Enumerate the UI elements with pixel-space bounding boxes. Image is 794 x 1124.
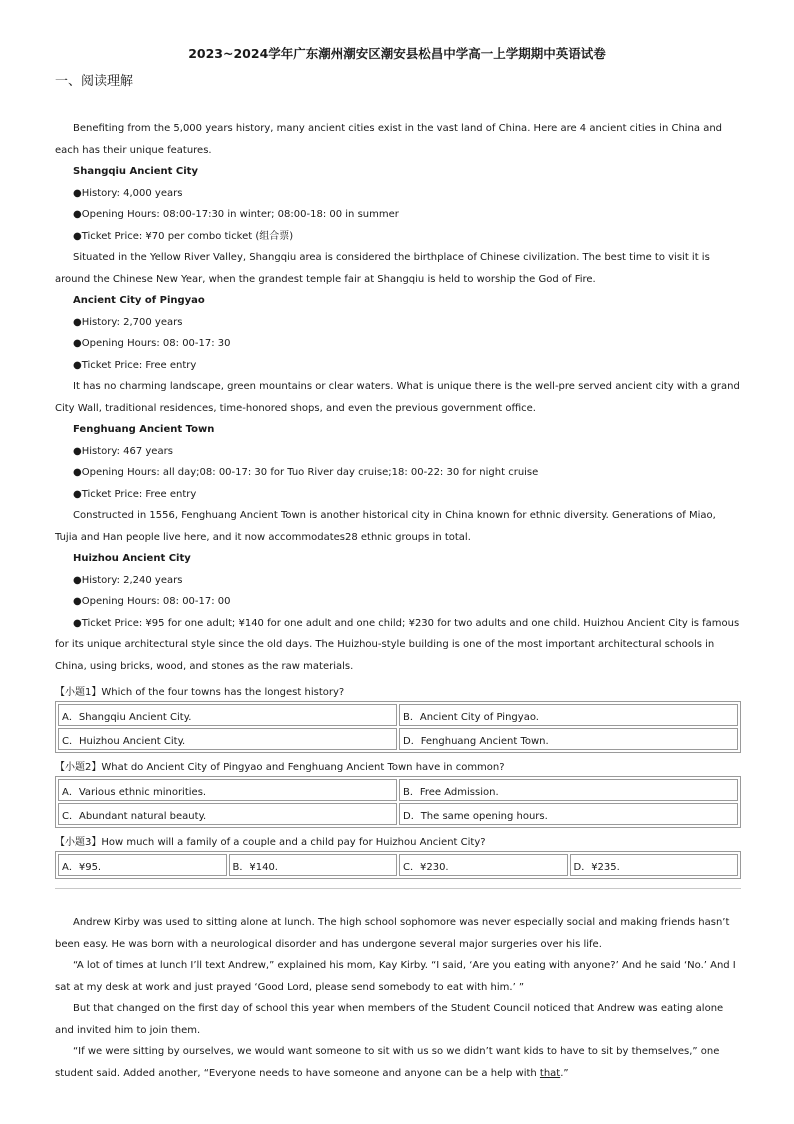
city-heading: Shangqiu Ancient City [73, 166, 198, 177]
answer-option[interactable]: A．Various ethnic minorities. [58, 779, 397, 801]
passage-paragraph: Andrew Kirby was used to sitting alone at lunch. The high school sophomore was never especially social and making friends hasn’t been easy. He was born with a neurological disorder and has undergone several major surgeries over his life. [55, 917, 730, 950]
underlined-word: that [539, 1067, 561, 1079]
answer-option[interactable]: C．¥230. [399, 854, 568, 876]
answer-option[interactable]: A．¥95. [58, 854, 227, 876]
city-ticket: ●Ticket Price: ¥70 per combo ticket (组合票) [73, 230, 294, 242]
city-ticket-description: ●Ticket Price: ¥95 for one adult; ¥140 for one adult and one child; ¥230 for two adults and one child. Huizhou Ancient City is famous for its unique architectural style since the old days. The Huizhou-style building is one of the most important architectural schools in China, using bricks, wood, and stones as the raw materials. [55, 617, 740, 672]
passage-2 [55, 912, 740, 1084]
city-hours: ●Opening Hours: all day;08: 00-17: 30 for Tuo River day cruise;18: 00-22: 30 for night cruise [73, 467, 539, 478]
answer-option[interactable]: B．Free Admission. [399, 779, 738, 801]
answer-options-table [55, 851, 741, 879]
city-history: ●History: 467 years [73, 445, 173, 457]
city-hours: ●Opening Hours: 08:00-17:30 in winter; 08:00-18: 00 in summer [73, 209, 399, 220]
city-history: ●History: 4,000 years [73, 187, 183, 199]
city-ticket: ●Ticket Price: Free entry [73, 488, 197, 500]
city-heading: Huizhou Ancient City [73, 553, 191, 564]
answer-option[interactable]: C．Abundant natural beauty. [58, 803, 397, 825]
answer-option[interactable]: B．Ancient City of Pingyao. [399, 704, 738, 726]
passage-paragraph: But that changed on the first day of school this year when members of the Student Council noticed that Andrew was eating alone and invited him to join them. [55, 1003, 724, 1036]
city-hours: ●Opening Hours: 08: 00-17: 30 [73, 338, 231, 349]
city-description: Constructed in 1556, Fenghuang Ancient Town is another historical city in China known for ethnic diversity. Generations of Miao, Tujia and Han people live here, and it now accommodates28 ethnic groups in total. [55, 510, 716, 543]
city-heading: Ancient City of Pingyao [73, 295, 205, 306]
passage-1 [55, 118, 740, 677]
answer-option[interactable]: A．Shangqiu Ancient City. [58, 704, 397, 726]
passage-paragraph [55, 1041, 740, 1084]
passage-paragraph: “A lot of times at lunch I’ll text Andrew,” explained his mom, Kay Kirby. “I said, ‘Are you eating with anyone?’ And he said ‘No.’ And I sat at my desk at work and just prayed ‘Good Lord, please send somebody to eat with him.’ ” [55, 960, 736, 993]
answer-option[interactable]: D．¥235. [570, 854, 739, 876]
answer-option[interactable]: C．Huizhou Ancient City. [58, 728, 397, 750]
city-description: It has no charming landscape, green mountains or clear waters. What is unique there is the well-pre served ancient city with a grand City Wall, traditional residences, time-honored shops, and even the previous government office. [55, 381, 740, 414]
city-hours: ●Opening Hours: 08: 00-17: 00 [73, 596, 231, 607]
section-heading: 一、阅读理解 [55, 74, 134, 89]
question-stem: 【小题3】How much will a family of a couple and a child pay for Huizhou Ancient City? [55, 837, 486, 848]
city-history: ●History: 2,240 years [73, 574, 183, 586]
city-history: ●History: 2,700 years [73, 316, 183, 328]
section-divider [55, 888, 741, 889]
question-stem: 【小题2】What do Ancient City of Pingyao and Fenghuang Ancient Town have in common? [55, 762, 505, 773]
passage-intro: Benefiting from the 5,000 years history, many ancient cities exist in the vast land of China. Here are 4 ancient cities in China and each has their unique features. [55, 123, 723, 156]
city-ticket: ●Ticket Price: Free entry [73, 359, 197, 371]
answer-options-table [55, 701, 741, 753]
page-title: 2023~2024学年广东潮州潮安区潮安县松昌中学高一上学期期中英语试卷 [188, 46, 606, 61]
answer-option[interactable]: B．¥140. [229, 854, 398, 876]
answer-option[interactable]: D．The same opening hours. [399, 803, 738, 825]
city-description: Situated in the Yellow River Valley, Shangqiu area is considered the birthplace of Chinese civilization. The best time to visit it is around the Chinese New Year, when the grandest temple fair at Shangqiu is held to worship the God of Fire. [55, 252, 710, 285]
paragraph-text: “If we were sitting by ourselves, we would want someone to sit with us so we didn’t want kids to have to sit by themselves,” one student said. Added another, “Everyone needs to have someone and anyone can be a help with [55, 1046, 720, 1079]
answer-options-table [55, 776, 741, 828]
city-heading: Fenghuang Ancient Town [73, 424, 215, 435]
answer-option[interactable]: D．Fenghuang Ancient Town. [399, 728, 738, 750]
paragraph-text-end: .” [560, 1067, 569, 1079]
question-stem: 【小题1】Which of the four towns has the longest history? [55, 687, 345, 698]
